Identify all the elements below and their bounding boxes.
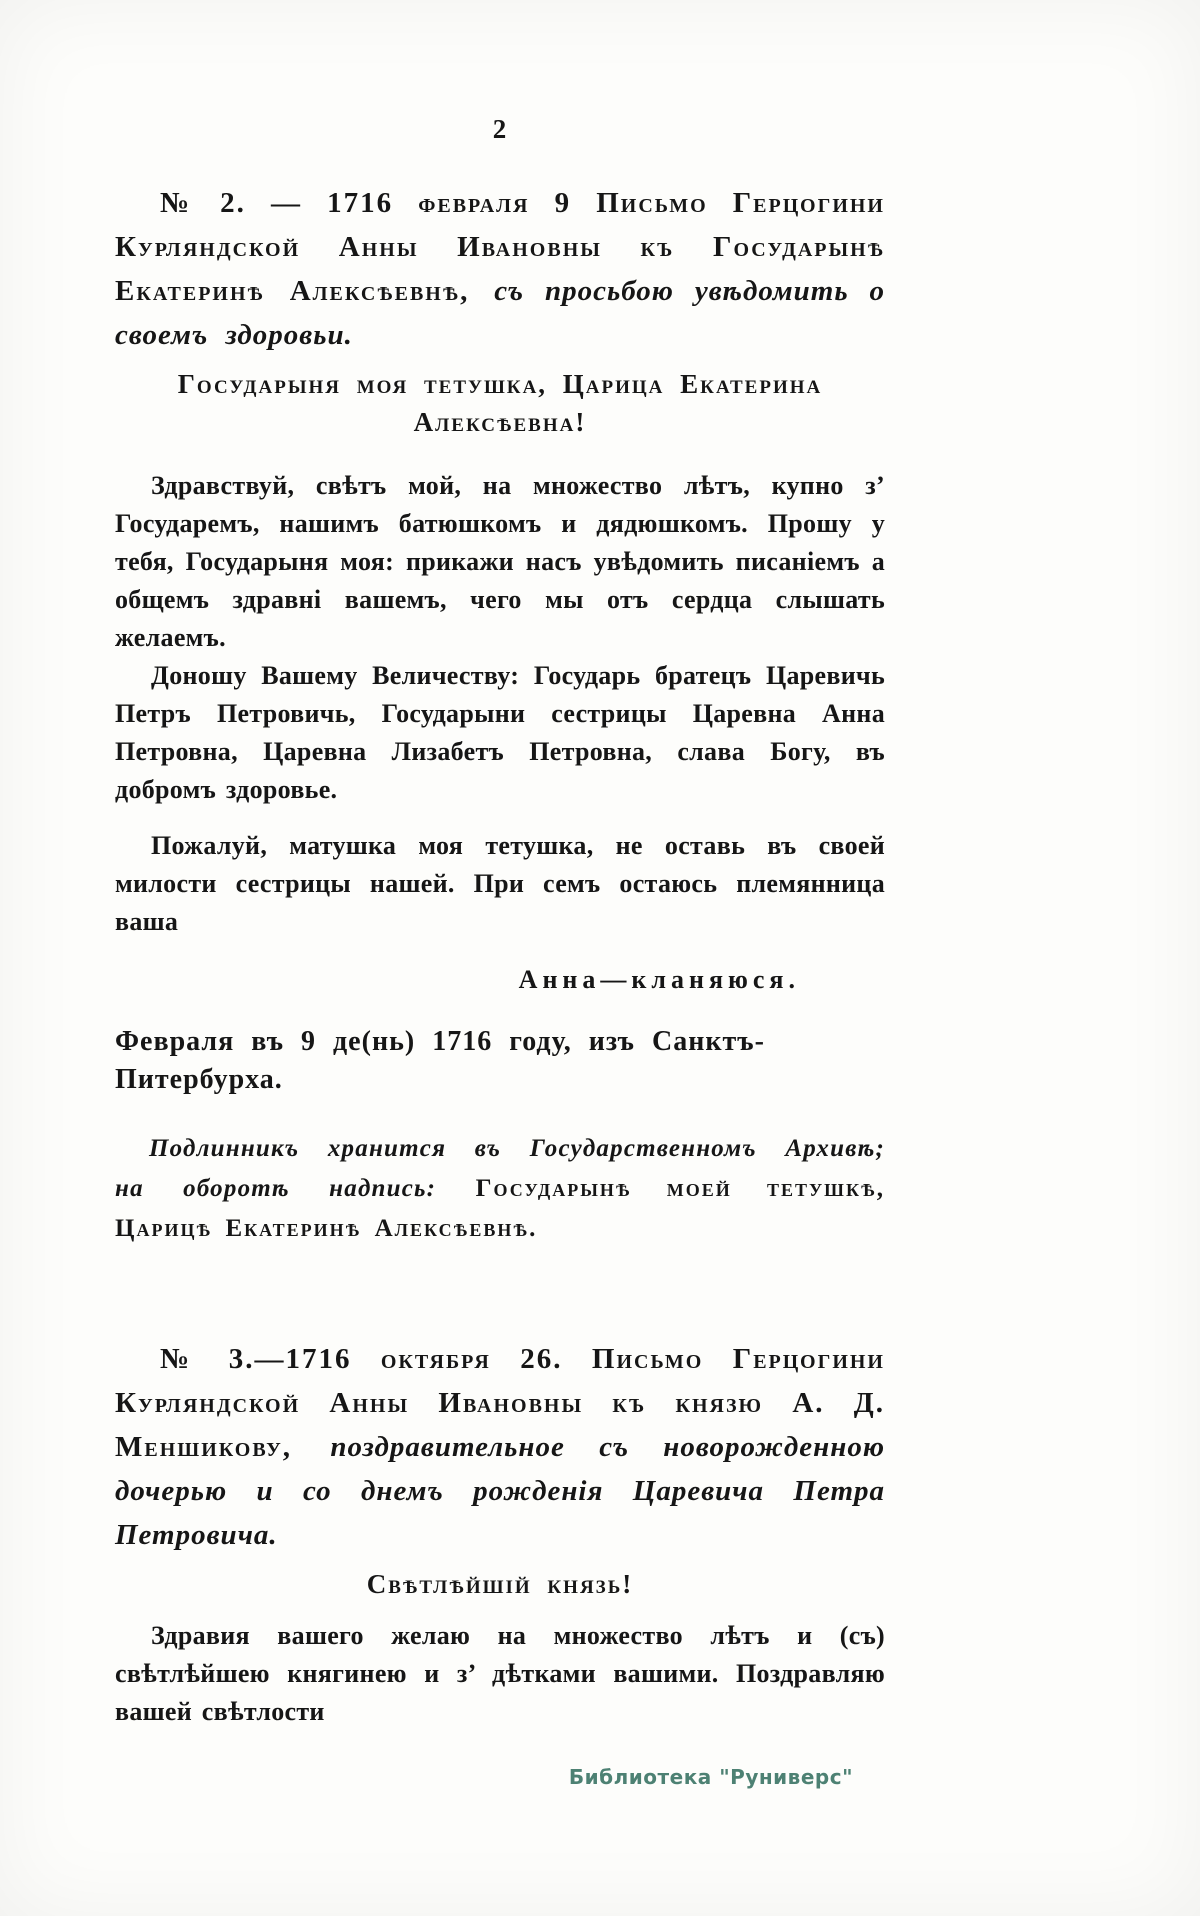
letter2-salutation: Государыня моя тетушка, Царица Екатерина Алексѣевна! bbox=[177, 369, 823, 437]
letter3-heading-main: № 3.—1716 октября 26. Письмо Герцогини Курляндской Анны Ивановны къ князю А. Д. Меншикову, bbox=[115, 1343, 885, 1463]
letter2-dateline: Февраля въ 9 де(нь) 1716 году, изъ Санктъ-Питербурха. bbox=[115, 1026, 765, 1095]
letter3-heading bbox=[115, 1337, 885, 1557]
letter2-heading-main: № 2. — 1716 февраля 9 Письмо Герцогини Курляндской Анны Ивановны къ Государынѣ Екатеринѣ Алексѣевнѣ, bbox=[115, 187, 885, 307]
letter2-heading-subtitle: съ просьбою увѣдомить о своемъ здоровьи. bbox=[115, 275, 886, 351]
archival-note-text: Подлинникъ хранится въ Государственномъ Архивѣ; на оборотѣ надпись: bbox=[115, 1135, 885, 1202]
letter3-heading-subtitle: поздравительное съ новорожденною дочерью и со днемъ рожденія Царевича Петра Петровича. bbox=[115, 1431, 885, 1551]
letter3-paragraph-1: Здравия вашего желаю на множество лѣтъ и (съ) свѣтлѣйшею княгинею и з’ дѣтками вашими. Поздравляю вашей свѣтлости bbox=[115, 1621, 885, 1726]
content-column bbox=[115, 0, 885, 1789]
letter2-paragraph-3: Пожалуй, матушка моя тетушка, не оставь въ своей милости сестрицы нашей. При семъ остаюсь племянница ваша bbox=[115, 831, 885, 936]
letter2-signature: Анна—кланяюся. bbox=[518, 965, 800, 994]
letter3-salutation: Свѣтлѣйшій князь! bbox=[366, 1569, 634, 1599]
archival-note-address: Государынѣ моей тетушкѣ, Царицѣ Екатеринѣ Алексѣевнѣ. bbox=[115, 1175, 885, 1242]
library-watermark: Библиотека "Руниверс" bbox=[568, 1765, 853, 1789]
letter2-archival-note bbox=[115, 1129, 885, 1249]
letter2-heading bbox=[115, 181, 885, 357]
page-number: 2 bbox=[492, 114, 508, 144]
letter2-paragraph-1: Здравствуй, свѣтъ мой, на множество лѣтъ, купно з’ Государемъ, нашимъ батюшкомъ и дядюшкомъ. Прошу у тебя, Государыня моя: прикажи насъ увѣдомить писаніемъ а общемъ здравні вашемъ, чего мы отъ сердца слышать желаемъ. bbox=[115, 471, 885, 652]
letter2-paragraph-2: Доношу Вашему Величеству: Государь братецъ Царевичь Петръ Петровичь, Государыни сестрицы Царевна Анна Петровна, Царевна Лизабетъ Петровна, слава Богу, въ добромъ здоровье. bbox=[115, 661, 885, 804]
